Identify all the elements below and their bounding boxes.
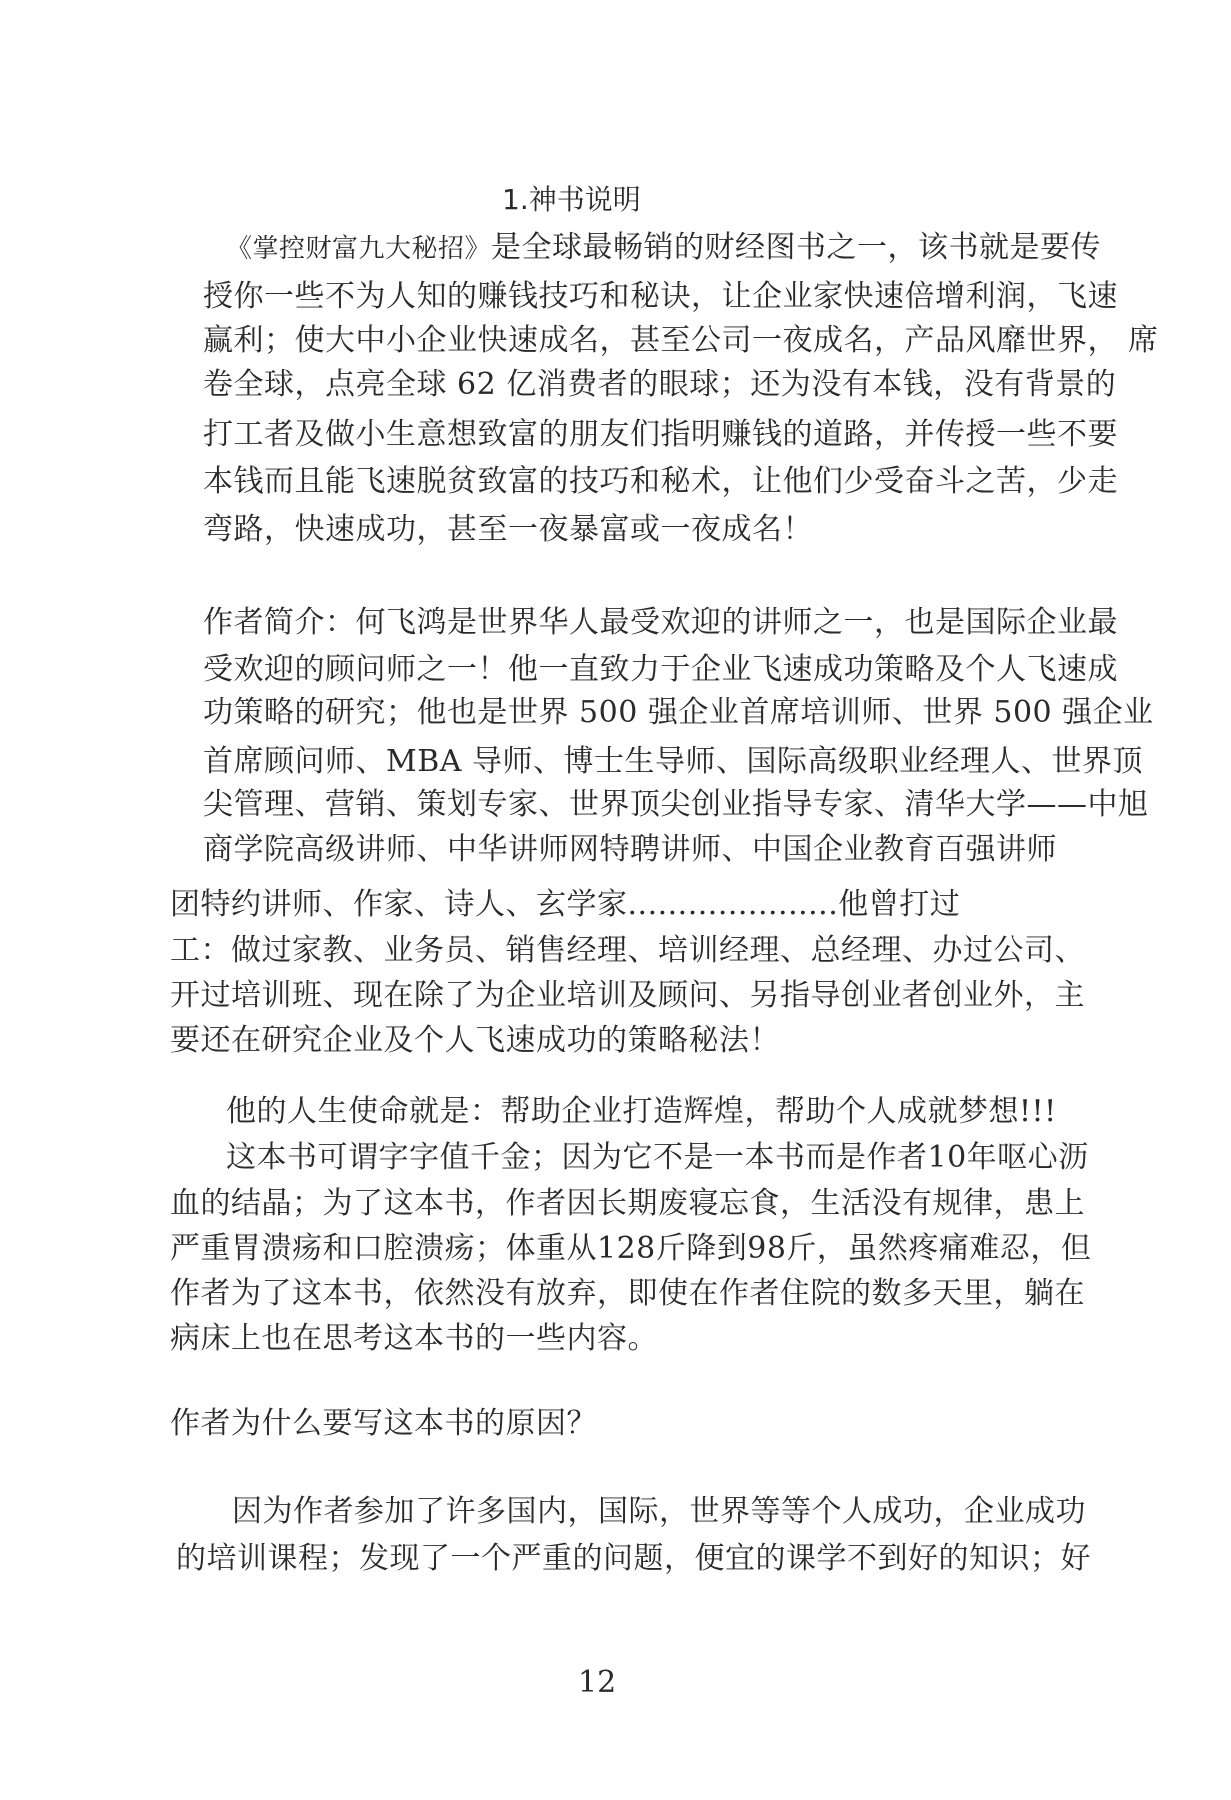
intro-line-5: 打工者及做小生意想致富的朋友们指明赚钱的道路，并传授一些不要 — [203, 417, 1118, 452]
intro-line-4: 卷全球，点亮全球 62 亿消费者的眼球；还为没有本钱，没有背景的 — [203, 367, 1117, 402]
author-line-5: 尖管理、营销、策划专家、世界顶尖创业指导专家、清华大学——中旭 — [203, 787, 1149, 822]
mission-line: 他的人生使命就是：帮助企业打造辉煌，帮助个人成就梦想!!! — [226, 1094, 1057, 1129]
reason-line-1: 因为作者参加了许多国内，国际，世界等等个人成功，企业成功 — [232, 1494, 1086, 1529]
value-line-4: 作者为了这本书，依然没有放弃，即使在作者住院的数多天里，躺在 — [170, 1276, 1085, 1311]
author-line-10: 要还在研究企业及个人飞速成功的策略秘法！ — [170, 1023, 780, 1058]
author-line-3: 功策略的研究；他也是世界 500 强企业首席培训师、世界 500 强企业 — [203, 695, 1154, 730]
author-line-7: 团特约讲师、作家、诗人、玄学家.....................他曾打过 — [170, 887, 961, 922]
book-title: 《掌控财富九大秘招》 — [226, 234, 492, 264]
author-line-1: 作者简介：何飞鸿是世界华人最受欢迎的讲师之一，也是国际企业最 — [203, 605, 1118, 640]
intro-line-6: 本钱而且能飞速脱贫致富的技巧和秘术，让他们少受奋斗之苦，少走 — [203, 464, 1118, 499]
intro-line-3: 赢利；使大中小企业快速成名，甚至公司一夜成名，产品风靡世界， 席 — [203, 323, 1159, 358]
author-line-4: 首席顾问师、MBA 导师、博士生导师、国际高级职业经理人、世界顶 — [203, 744, 1143, 779]
intro-line-1 — [226, 228, 1101, 269]
author-line-6: 商学院高级讲师、中华讲师网特聘讲师、中国企业教育百强讲师 — [203, 832, 1057, 867]
value-line-2: 血的结晶；为了这本书，作者因长期废寝忘食，生活没有规律，患上 — [170, 1186, 1085, 1221]
intro-line-2: 授你一些不为人知的赚钱技巧和秘诀，让企业家快速倍增利润，飞速 — [203, 279, 1118, 314]
author-line-8: 工：做过家教、业务员、销售经理、培训经理、总经理、办过公司、 — [170, 933, 1085, 968]
intro-line-7: 弯路，快速成功，甚至一夜暴富或一夜成名！ — [203, 512, 813, 547]
question-line: 作者为什么要写这本书的原因？ — [170, 1406, 597, 1441]
author-line-2: 受欢迎的顾问师之一！他一直致力于企业飞速成功策略及个人飞速成 — [203, 652, 1118, 687]
reason-line-2: 的培训课程；发现了一个严重的问题，便宜的课学不到好的知识；好 — [176, 1541, 1091, 1576]
page-number: 12 — [578, 1665, 617, 1700]
section-title: 1.神书说明 — [502, 183, 641, 216]
intro-line-1-text: 是全球最畅销的财经图书之一，该书就是要传 — [491, 230, 1102, 265]
value-line-3: 严重胃溃疡和口腔溃疡；体重从128斤降到98斤，虽然疼痛难忍，但 — [170, 1231, 1092, 1266]
value-line-1: 这本书可谓字字值千金；因为它不是一本书而是作者10年呕心沥 — [226, 1140, 1089, 1175]
value-line-5: 病床上也在思考这本书的一些内容。 — [170, 1321, 658, 1356]
author-line-9: 开过培训班、现在除了为企业培训及顾问、另指导创业者创业外，主 — [170, 978, 1085, 1013]
